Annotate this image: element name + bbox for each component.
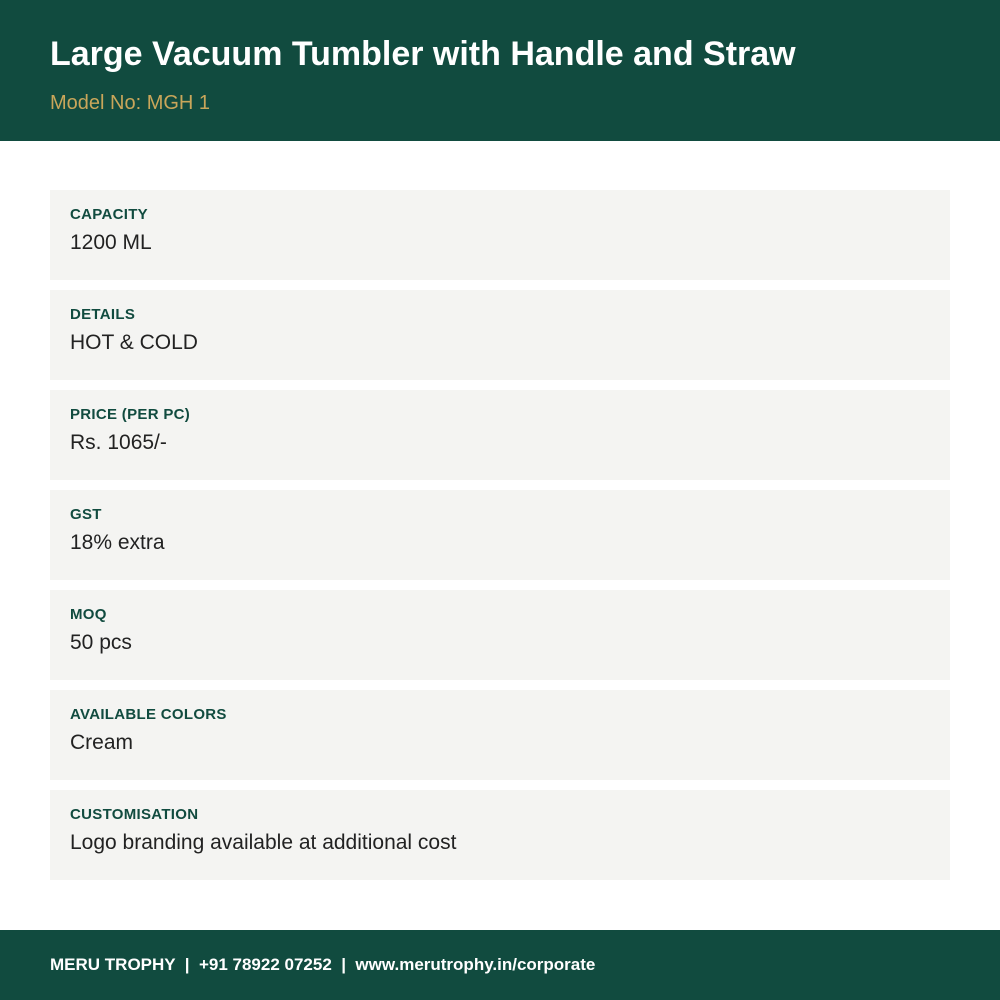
spec-label: CAPACITY	[70, 206, 148, 223]
spec-value: 1200 ML	[70, 231, 152, 254]
spec-card-customisation	[50, 790, 950, 880]
spec-label: MOQ	[70, 606, 107, 623]
spec-card-colors	[50, 690, 950, 780]
spec-value: 18% extra	[70, 531, 165, 554]
product-title: Large Vacuum Tumbler with Handle and Straw	[50, 35, 796, 73]
model-number: Model No: MGH 1	[50, 92, 211, 114]
spec-label: DETAILS	[70, 306, 136, 323]
spec-list	[50, 190, 950, 890]
footer-bar	[0, 930, 1000, 1000]
spec-card-details	[50, 290, 950, 380]
header-banner	[0, 0, 1000, 141]
spec-card-moq	[50, 590, 950, 680]
spec-card-capacity	[50, 190, 950, 280]
spec-label: CUSTOMISATION	[70, 806, 199, 823]
spec-value: Rs. 1065/-	[70, 431, 167, 454]
spec-value: 50 pcs	[70, 631, 132, 654]
spec-label: GST	[70, 506, 102, 523]
spec-card-price	[50, 390, 950, 480]
spec-card-gst	[50, 490, 950, 580]
spec-label: PRICE (PER PC)	[70, 406, 191, 423]
spec-value: Logo branding available at additional cost	[70, 831, 457, 854]
spec-value: Cream	[70, 731, 134, 754]
spec-value: HOT & COLD	[70, 331, 198, 354]
footer-contact: MERU TROPHY | +91 78922 07252 | www.merutrophy.in/corporate	[50, 955, 596, 974]
spec-label: AVAILABLE COLORS	[70, 706, 227, 723]
